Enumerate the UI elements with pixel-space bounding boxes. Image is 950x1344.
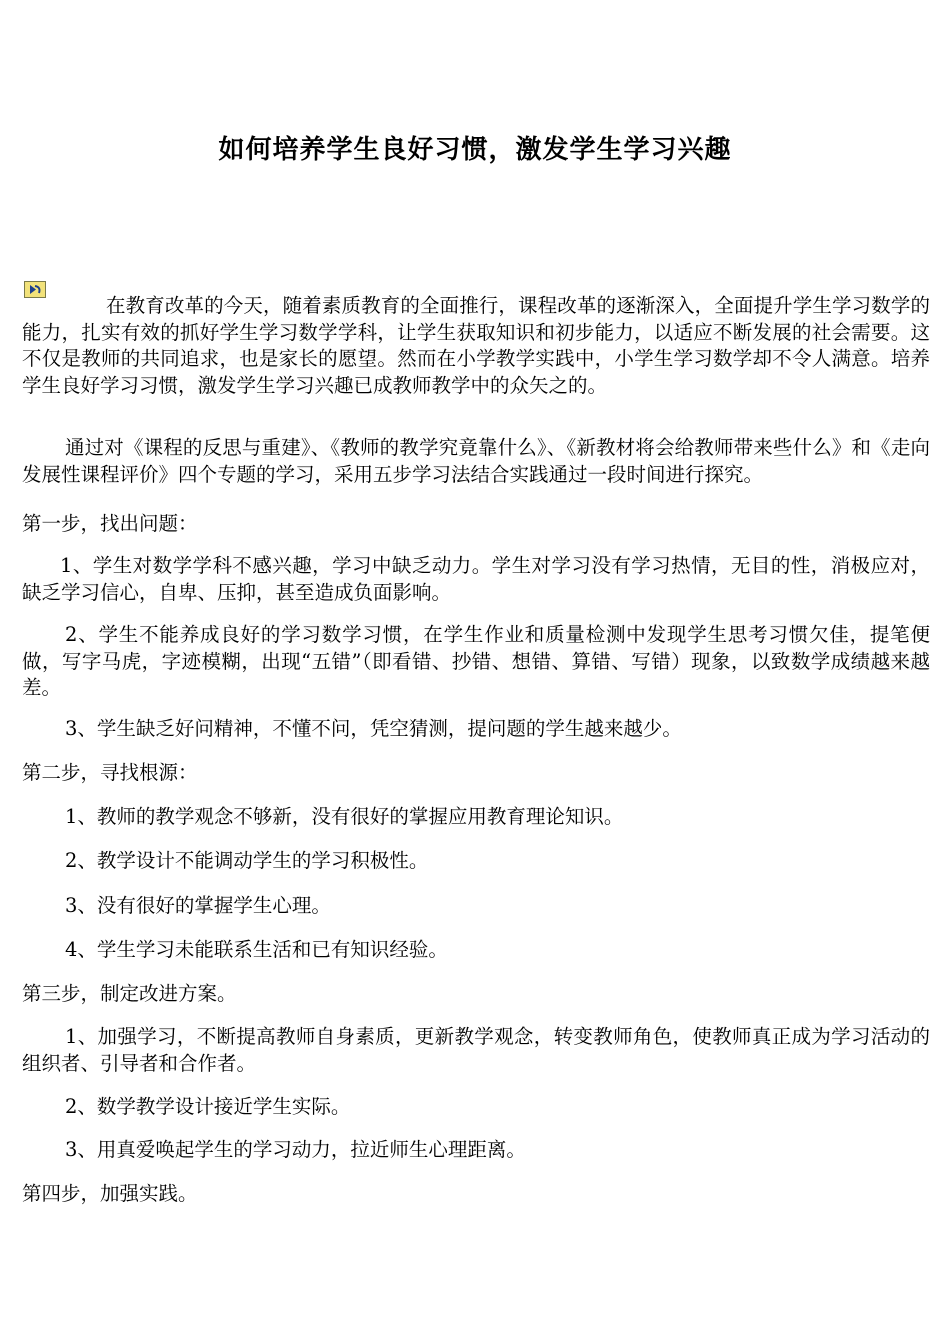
step-two-heading: 第二步，寻找根源： — [22, 761, 198, 784]
cause-item-3: 3、没有很好的掌握学生心理。 — [65, 894, 331, 917]
step-one-heading: 第一步，找出问题： — [22, 512, 198, 535]
problem-item-1: 1、学生对数学学科不感兴趣，学习中缺乏动力。学生对学习没有学习热情，无目的性，消极应对，缺乏学习信心，自卑、压抑，甚至造成负面影响。 — [22, 554, 930, 604]
study-paragraph: 通过对《课程的反思与重建》、《教师的教学究竟靠什么》、《新教材将会给教师带来些什么》和《走向发展性课程评价》四个专题的学习，采用五步学习法结合实践通过一段时间进行探究。 — [22, 436, 930, 486]
step-four-heading: 第四步，加强实践。 — [22, 1182, 198, 1205]
problem-item-3: 3、学生缺乏好问精神，不懂不问，凭空猜测，提问题的学生越来越少。 — [65, 717, 682, 740]
step-three-heading: 第三步，制定改进方案。 — [22, 982, 237, 1005]
cause-item-2: 2、教学设计不能调动学生的学习积极性。 — [65, 849, 429, 872]
cause-item-4: 4、学生学习未能联系生活和已有知识经验。 — [65, 938, 448, 961]
plan-item-2: 2、数学教学设计接近学生实际。 — [65, 1095, 351, 1118]
problem-item-2: 2、学生不能养成良好的学习数学习惯，在学生作业和质量检测中发现学生思考习惯欠佳，提笔便做，写字马虎，字迹模糊，出现“五错”（即看错、抄错、想错、算错、写错）现象，以致数学成绩越来越差。 — [22, 623, 930, 699]
plan-item-1: 1、加强学习，不断提高教师自身素质，更新教学观念，转变教师角色，使教师真正成为学习活动的组织者、引导者和合作者。 — [22, 1025, 930, 1075]
cause-item-1: 1、教师的教学观念不够新，没有很好的掌握应用教育理论知识。 — [65, 805, 624, 828]
intro-paragraph: 在教育改革的今天，随着素质教育的全面推行，课程改革的逐渐深入，全面提升学生学习数学的能力，扎实有效的抓好学生学习数学学科，让学生获取知识和初步能力，以适应不断发展的社会需要。这不仅是教师的共同追求，也是家长的愿望。然而在小学教学实践中，小学生学习数学却不令人满意。培养学生良好学习习惯，激发学生学习兴趣已成教师教学中的众矢之的。 — [22, 294, 930, 397]
plan-item-3: 3、用真爱唤起学生的学习动力，拉近师生心理距离。 — [65, 1138, 526, 1161]
document-title: 如何培养学生良好习惯，激发学生学习兴趣 — [218, 135, 732, 165]
